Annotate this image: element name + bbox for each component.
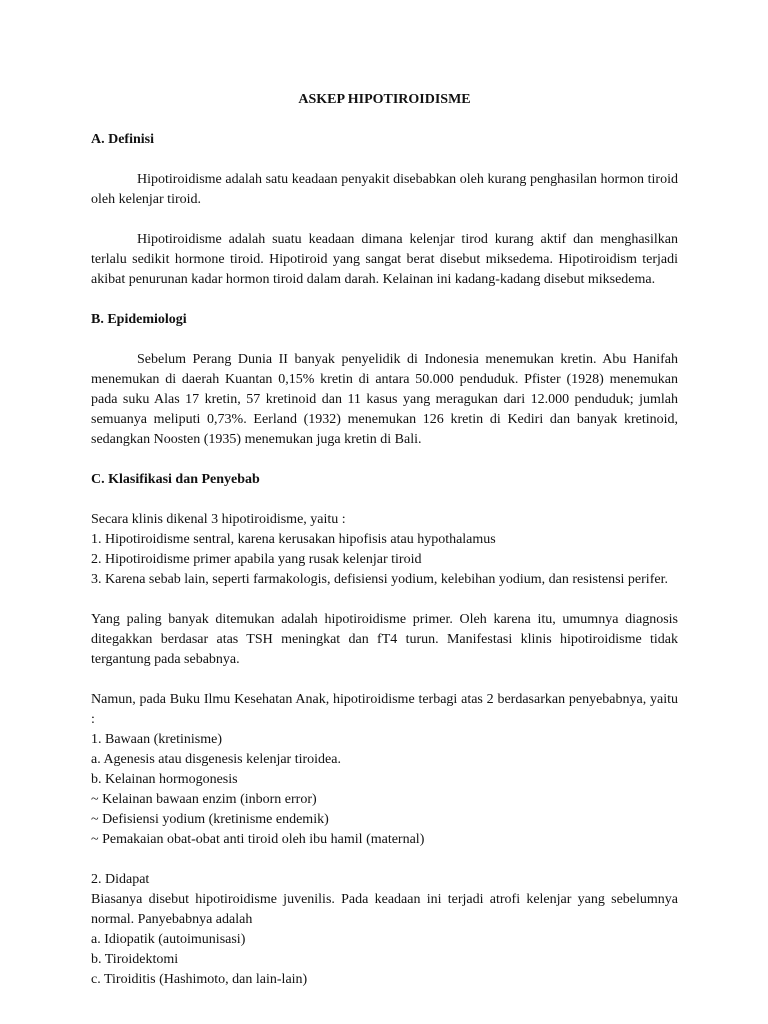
list-item: a. Idiopatik (autoimunisasi) <box>91 932 246 947</box>
list-item: 2. Hipotiroidisme primer apabila yang rusak kelenjar tiroid <box>91 552 422 567</box>
paragraph-definisi-1: Hipotiroidisme adalah satu keadaan penyakit disebabkan oleh kurang penghasilan hormon tiroid oleh kelenjar tiroid. <box>91 172 678 207</box>
list-item: ~ Defisiensi yodium (kretinisme endemik) <box>91 812 329 827</box>
list-item: 1. Bawaan (kretinisme) <box>91 732 223 747</box>
paragraph-buku: Namun, pada Buku Ilmu Kesehatan Anak, hipotiroidisme terbagi atas 2 berdasarkan penyebabnya, yaitu : <box>91 692 678 727</box>
list-item: b. Tiroidektomi <box>91 952 179 967</box>
document-content <box>91 90 678 990</box>
document-title: ASKEP HIPOTIROIDISME <box>298 92 471 107</box>
spacer <box>91 590 678 610</box>
paragraph-definisi-2: Hipotiroidisme adalah suatu keadaan dimana kelenjar tirod kurang aktif dan menghasilkan terlalu sedikit hormone tiroid. Hipotiroid yang sangat berat disebut miksedema. Hipotiroidism terjadi akibat penurunan kadar hormon tiroid dalam darah. Kelainan ini kadang-kadang disebut miksedema. <box>91 232 678 287</box>
paragraph-epidemiologi: Sebelum Perang Dunia II banyak penyelidik di Indonesia menemukan kretin. Abu Hanifah menemukan di daerah Kuantan 0,15% kretin di antara 50.000 penduduk. Pfister (1928) menemukan pada suku Alas 17 kretin, 57 kretinoid dan 11 kasus yang meragukan dari 12.000 penduduk; jumlah semuanya meliputi 0,73%. Eerland (1932) menemukan 126 kretin di Kediri dan banyak kretinoid, sedangkan Noosten (1935) menemukan juga kretin di Bali. <box>91 352 678 447</box>
section-heading-epidemiologi: B. Epidemiologi <box>91 312 187 327</box>
section-heading-definisi: A. Definisi <box>91 132 154 147</box>
section-heading-klasifikasi: C. Klasifikasi dan Penyebab <box>91 472 260 487</box>
list-item: a. Agenesis atau disgenesis kelenjar tiroidea. <box>91 752 341 767</box>
list-item: c. Tiroiditis (Hashimoto, dan lain-lain) <box>91 972 308 987</box>
spacer <box>91 850 678 870</box>
list-item: ~ Kelainan bawaan enzim (inborn error) <box>91 792 317 807</box>
paragraph-didapat: Biasanya disebut hipotiroidisme juvenilis. Pada keadaan ini terjadi atrofi kelenjar yang sebelumnya normal. Panyebabnya adalah <box>91 892 678 927</box>
paragraph-klasifikasi-intro: Secara klinis dikenal 3 hipotiroidisme, yaitu : <box>91 512 346 527</box>
list-item: 3. Karena sebab lain, seperti farmakologis, defisiensi yodium, kelebihan yodium, dan resistensi perifer. <box>91 572 668 587</box>
subheading-didapat: 2. Didapat <box>91 872 150 887</box>
paragraph-primer: Yang paling banyak ditemukan adalah hipotiroidisme primer. Oleh karena itu, umumnya diagnosis ditegakkan berdasar atas TSH meningkat dan fT4 turun. Manifestasi klinis hipotiroidisme tidak tergantung pada sebabnya. <box>91 612 678 667</box>
list-item: b. Kelainan hormogonesis <box>91 772 238 787</box>
list-item: ~ Pemakaian obat-obat anti tiroid oleh ibu hamil (maternal) <box>91 832 425 847</box>
spacer <box>91 670 678 690</box>
list-item: 1. Hipotiroidisme sentral, karena kerusakan hipofisis atau hypothalamus <box>91 532 496 547</box>
